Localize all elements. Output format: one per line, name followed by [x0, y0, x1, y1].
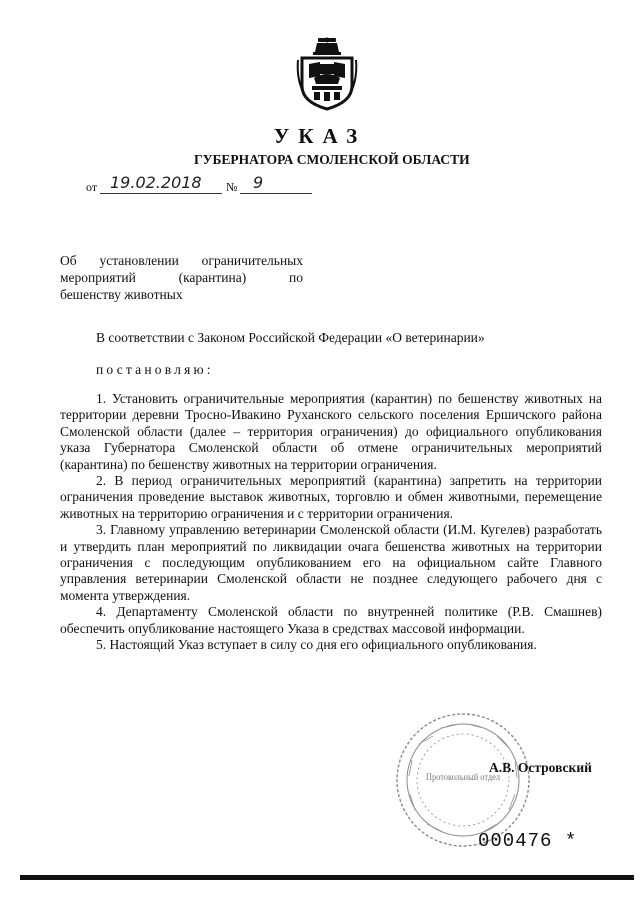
bottom-rule — [20, 875, 634, 880]
registration-number: 000476 * — [478, 830, 578, 852]
decree-paragraph: 1. Установить ограничительные мероприятия (карантин) по бешенству животных на территории деревни Тросно-Ивакино Руханского сельского поселения Ершичского района Смоленской области (далее – территория ограничения) до официального опубликования указа Губернатора Смоленской области об отмене ограничительных мероприятий (карантина) по бешенству животных на территории ограничения. — [60, 391, 602, 472]
document-subject — [60, 252, 303, 303]
date-label: от — [86, 180, 98, 194]
subject-line: мероприятий (карантина) по — [60, 270, 303, 285]
number-underline — [240, 193, 312, 194]
document-issuer: ГУБЕРНАТОРА СМОЛЕНСКОЙ ОБЛАСТИ — [194, 152, 470, 167]
date-value: 19.02.2018 — [110, 173, 202, 192]
decree-body — [60, 391, 602, 654]
preamble: В соответствии с Законом Российской Федерации «О ветеринарии» — [96, 330, 485, 345]
decree-paragraph: 2. В период ограничительных мероприятий (карантина) запретить на территории ограничения проведение выставок животных, торговлю и обмен животными, перемещение животных на территорию ограничения и с территории ограничения. — [60, 473, 602, 521]
decree-paragraph: 5. Настоящий Указ вступает в силу со дня его официального опубликования. — [96, 637, 537, 653]
number-label: № — [226, 180, 238, 194]
coat-of-arms-emblem — [296, 36, 358, 112]
signature-name: А.В. Островский — [489, 760, 592, 775]
decree-paragraph: 4. Департаменту Смоленской области по внутренней политике (Р.В. Смашнев) обеспечить опубликование настоящего Указа в средствах массовой информации. — [60, 604, 602, 636]
decree-word: постановляю: — [96, 362, 214, 377]
subject-line: Об установлении ограничительных — [60, 253, 303, 268]
official-stamp — [393, 710, 533, 850]
date-underline — [100, 193, 222, 194]
decree-paragraph: 3. Главному управлению ветеринарии Смоленской области (И.М. Кугелев) разработать и утвердить план мероприятий по ликвидации очага бешенства животных на территории ограничения с последующим опубликованием его на официальном сайте Главного управления ветеринарии Смоленской области не позднее следующего рабочего дня с момента утверждения. — [60, 522, 602, 603]
subject-line: бешенству животных — [60, 287, 183, 302]
document-title: УКАЗ — [273, 124, 367, 148]
stamp-text: Протокольный отдел — [426, 772, 501, 782]
number-value: 9 — [253, 173, 264, 192]
